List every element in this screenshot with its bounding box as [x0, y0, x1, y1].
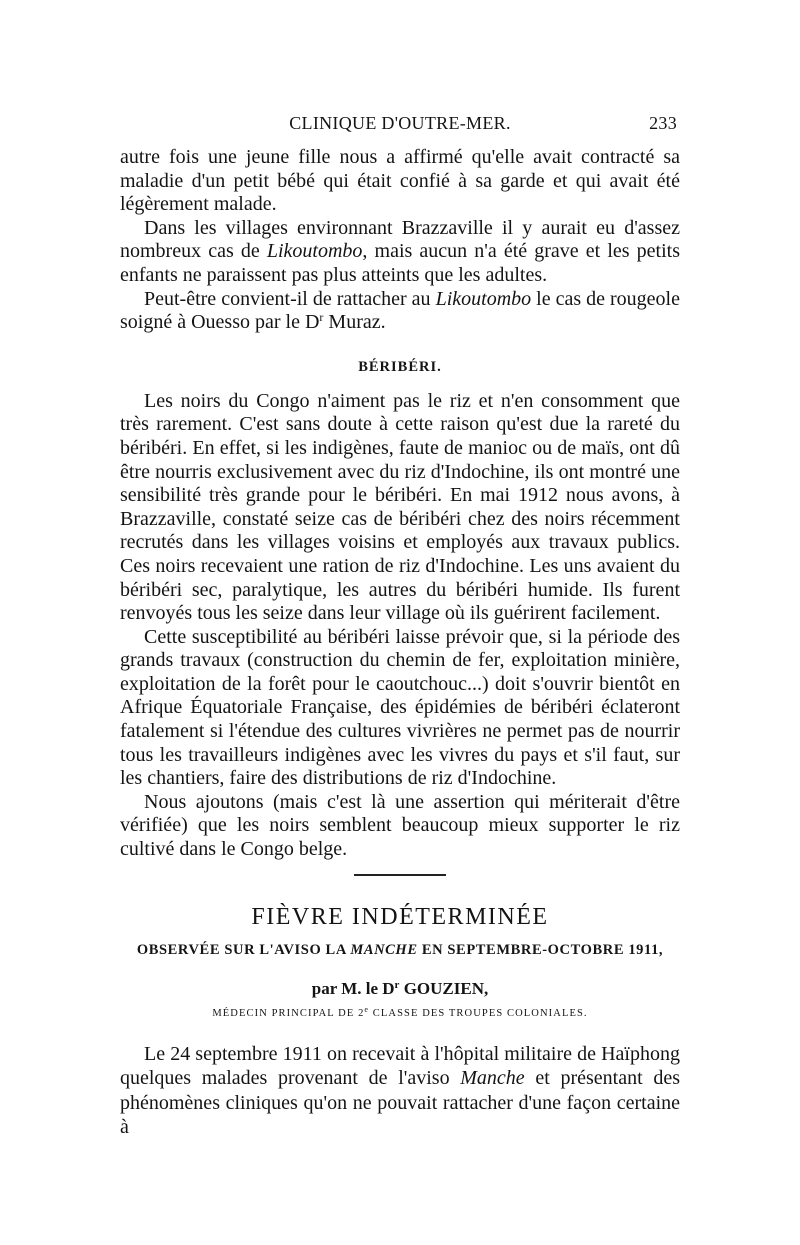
paragraph-beriberi-2: Cette susceptibilité au béribéri laisse prévoir que, si la période des grands travaux (construction du chemin de fer, exploitation minière, exploitation de la forêt pour le caoutchouc...) doit s'ouvrir bientôt en Afrique Équatoriale Française, des épidémies de béribéri éclateront fatalement si l'étendue des cultures vivrières ne permet pas de nourrir tous les travailleurs indigènes avec les vivres du pays et s'il faut, sur les chantiers, faire des distributions de riz d'Indochine.	[120, 625, 680, 790]
paragraph-continued: autre fois une jeune fille nous a affirmé qu'elle avait contracté sa maladie d'un petit bébé qui était confié à sa garde et qui avait été légèrement malade.	[120, 146, 680, 216]
article-opening	[120, 1042, 680, 1140]
author-byline: par M. le $D^r$ GOUZIEN,	[311, 978, 489, 998]
section-divider	[354, 874, 446, 876]
running-header	[120, 113, 680, 139]
italic-term: Likoutombo	[435, 287, 532, 310]
paragraph-beriberi-3: Nous ajoutons (mais c'est là une assertion qui mériterait d'être vérifiée) que les noirs semblent beaucoup mieux supporter le riz cultivé dans le Congo belge.	[120, 790, 680, 861]
paragraph-brazzaville-villages: Dans les villages environnant Brazzaville il y aurait eu d'assez nombreux cas de Likoutombo, mais aucun n'a été grave et les petits enfants ne paraissent pas plus atteints que les adultes.	[120, 216, 680, 286]
paragraph-ouesso: Peut-être convient-il de rattacher au Likoutombo le cas de rougeole soigné à Ouesso par le $D^r$ Muraz.	[120, 287, 680, 334]
page-number: 233	[649, 113, 677, 133]
paragraph-beriberi-1: Les noirs du Congo n'aiment pas le riz et n'en consomment que très rarement. C'est sans doute à cette raison qu'est due la rareté du béribéri. En effet, si les indigènes, faute de manioc ou de maïs, ont dû être nourris exclusivement avec du riz d'Indochine, ils ont montré une sensibilité très grande pour le béribéri. En mai 1912 nous avons, à Brazzaville, constaté seize cas de béribéri chez des noirs récemment recrutés dans les villages voisins et employés aux travaux publics. Ces noirs recevaient une ration de riz d'Indochine. Les uns avaient du béribéri sec, paralytique, les autres du béribéri humide. Ils furent renvoyés tous les seize dans leur village où ils guérirent facilement.	[120, 389, 680, 625]
article-title: FIÈVRE INDÉTERMINÉE	[251, 903, 549, 930]
paragraph-article-1: Le 24 septembre 1911 on recevait à l'hôpital militaire de Haïphong quelques malades provenant de l'aviso Manche et présentant des phénomènes cliniques qu'on ne pouvait rattacher d'une façon certaine à	[120, 1042, 680, 1139]
italic-ship-name: Manche	[460, 1067, 525, 1090]
running-title: CLINIQUE D'OUTRE-MER.	[289, 113, 511, 133]
page-body	[120, 146, 680, 1140]
italic-term: Likoutombo	[266, 240, 363, 263]
article-subtitle: OBSERVÉE SUR L'AVISO LA MANCHE EN SEPTEMBRE-OCTOBRE 1911,	[136, 941, 664, 958]
author-rank: MÉDECIN PRINCIPAL DE 2e CLASSE DES TROUPES COLONIALES.	[212, 1004, 588, 1019]
section-heading-beriberi: BÉRIBÉRI.	[358, 358, 442, 375]
